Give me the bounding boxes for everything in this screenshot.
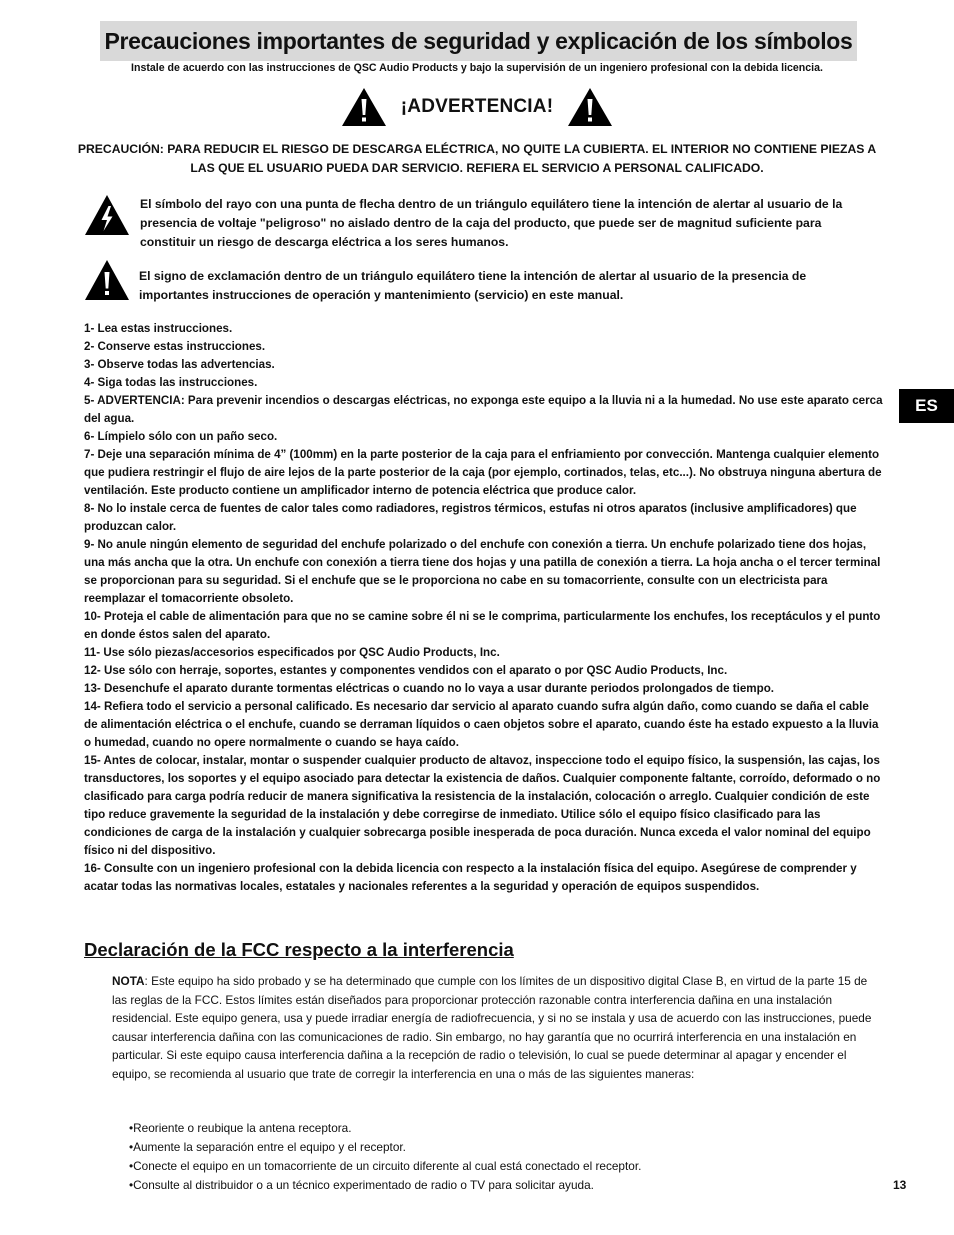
list-item: 14- Refiera todo el servicio a personal calificado. Es necesario dar servicio al aparato cuando sufra algún daño, como cuando se daña el cable de alimentación eléctrica o el enchufe, cuando se derraman líquidos o caen objetos sobre el aparato, cuando éste ha estado expuesto a la lluvia o humedad, cuando no opere normalmente o cuando se haya caído.: [84, 700, 879, 749]
install-note: Instale de acuerdo con las instrucciones de QSC Audio Products y bajo la supervisión de un ingeniero profesional con la debida licencia.: [131, 62, 823, 74]
list-item: 5- ADVERTENCIA: Para prevenir incendios o descargas eléctricas, no exponga este equipo a la lluvia ni a la humedad. No use este aparato cerca del agua.: [84, 394, 883, 425]
exclamation-triangle-icon: [341, 87, 387, 127]
fcc-bullet-list: [129, 1119, 829, 1195]
list-item: 3- Observe todas las advertencias.: [84, 358, 275, 371]
exclamation-symbol-description: El signo de exclamación dentro de un triángulo equilátero tiene la intención de alertar al usuario de la presencia de importantes instrucciones de operación y mantenimiento (servicio) en este manual.: [139, 269, 807, 302]
bullet-item: •Consulte al distribuidor o a un técnico experimentado de radio o TV para solicitar ayuda.: [129, 1178, 594, 1192]
language-tab: ES: [899, 389, 954, 423]
list-item: 1- Lea estas instrucciones.: [84, 322, 233, 335]
list-item: 16- Consulte con un ingeniero profesional con la debida licencia con respecto a la instalación física del equipo. Asegúrese de comprender y acatar todas las normativas locales, estatales y nacionales referentes a la seguridad y operación de equipos suspendidos.: [84, 862, 857, 893]
exclamation-triangle-icon: [567, 87, 613, 127]
page-number: 13: [893, 1178, 907, 1192]
list-item: 2- Conserve estas instrucciones.: [84, 340, 266, 353]
fcc-note-text: : Este equipo ha sido probado y se ha determinado que cumple con los límites de un dispositivo digital Clase B, en virtud de la parte 15 de las reglas de la FCC. Estos límites están diseñados para proporcionar protección razonable contra interferencia dañina en una instalación residencial. Este equipo genera, usa y puede irradiar energía de radiofrecuencia, y si no se instala y usa de acuerdo con las instrucciones, puede causar interferencia dañina con las comunicaciones de radio. Sin embargo, no hay garantía que no ocurrirá interferencia en una instalación en particular. Si este equipo causa interferencia dañina a la recepción de radio o televisión, lo cual se puede determinar al apagar y encender el equipo, se recomienda al usuario que trate de corregir la interferencia en una o más de las siguientes maneras:: [112, 974, 872, 1081]
list-item: 8- No lo instale cerca de fuentes de calor tales como radiadores, registros térmicos, estufas ni otros aparatos (inclusive amplificadores) que produzcan calor.: [84, 502, 857, 533]
list-item: 9- No anule ningún elemento de seguridad del enchufe polarizado o del enchufe con conexión a tierra. Un enchufe polarizado tiene dos hojas, una más ancha que la otra. Un enchufe con conexión a tierra tiene dos hojas y una patilla de conexión a tierra. La hoja ancha o el tercer terminal se proporcionan para su seguridad. Si el enchufe que se le proporciona no cabe en su tomacorriente, consulte con un electricista para reemplazar el tomacorriente obsoleto.: [84, 538, 881, 605]
bullet-item: •Aumente la separación entre el equipo y el receptor.: [129, 1140, 406, 1154]
list-item: 13- Desenchufe el aparato durante tormentas eléctricas o cuando no lo vaya a usar durante periodos prolongados de tiempo.: [84, 682, 774, 695]
bullet-item: •Reoriente o reubique la antena receptora.: [129, 1121, 352, 1135]
page-title: Precauciones importantes de seguridad y explicación de los símbolos: [104, 27, 853, 54]
caution-text: PRECAUCIÓN: PARA REDUCIR EL RIESGO DE DESCARGA ELÉCTRICA, NO QUITE LA CUBIERTA. EL INTERIOR NO CONTIENE PIEZAS A LAS QUE EL USUARIO PUEDA DAR SERVICIO. REFIERA EL SERVICIO A PERSONAL CALIFICADO.: [77, 142, 877, 175]
warning-banner: [0, 86, 954, 128]
fcc-note: [112, 972, 872, 1083]
lightning-triangle-icon: [84, 194, 130, 236]
fcc-heading: Declaración de la FCC respecto a la interferencia: [84, 939, 514, 960]
fcc-note-label: NOTA: [112, 974, 145, 988]
list-item: 10- Proteja el cable de alimentación para que no se camine sobre él ni se le comprima, particularmente los enchufes, los receptáculos y el punto en donde éstos salen del aparato.: [84, 610, 881, 641]
list-item: 4- Siga todas las instrucciones.: [84, 376, 258, 389]
bullet-item: •Conecte el equipo en un tomacorriente de un circuito diferente al cual está conectado el receptor.: [129, 1159, 642, 1173]
instruction-list: [84, 320, 884, 896]
list-item: 6- Límpielo sólo con un paño seco.: [84, 430, 278, 443]
list-item: 12- Use sólo con herraje, soportes, estantes y componentes vendidos con el aparato o por QSC Audio Products, Inc.: [84, 664, 728, 677]
warning-label: ¡ADVERTENCIA!: [400, 96, 554, 117]
list-item: 7- Deje una separación mínima de 4” (100mm) en la parte posterior de la caja para el enfriamiento por convección. Mantenga cualquier elemento que pudiera restringir el flujo de aire lejos de la parte posterior de la caja (por ejemplo, cortinados, telas, etc...). No obstruya ninguna abertura de ventilación. Este producto contiene un amplificador interno de potencia eléctrica que produce calor.: [84, 448, 882, 497]
list-item: 11- Use sólo piezas/accesorios especificados por QSC Audio Products, Inc.: [84, 646, 500, 659]
lightning-symbol-description: El símbolo del rayo con una punta de flecha dentro de un triángulo equilátero tiene la intención de alertar al usuario de la presencia de voltaje "peligroso" no aislado dentro de la caja del producto, que puede ser de magnitud suficiente para constituir un riesgo de descarga eléctrica a los seres humanos.: [140, 197, 843, 249]
list-item: 15- Antes de colocar, instalar, montar o suspender cualquier producto de altavoz, inspeccione todo el equipo físico, la suspensión, las cajas, los transductores, los soportes y el equipo asociado para detectar la existencia de daños. Cualquier componente faltante, corroído, deformado o no clasificado para carga podría reducir de manera significativa la resistencia de la instalación, colocación o arreglo. Cualquier condición de este tipo reduce gravemente la seguridad de la instalación y debe corregirse de inmediato. Utilice sólo el equipo físico clasificado para las condiciones de carga de la instalación y cualquier sobrecarga posible inesperada de poca duración. Nunca exceda el valor nominal del equipo físico ni del dispositivo.: [84, 754, 881, 857]
exclamation-triangle-icon: [84, 259, 130, 301]
